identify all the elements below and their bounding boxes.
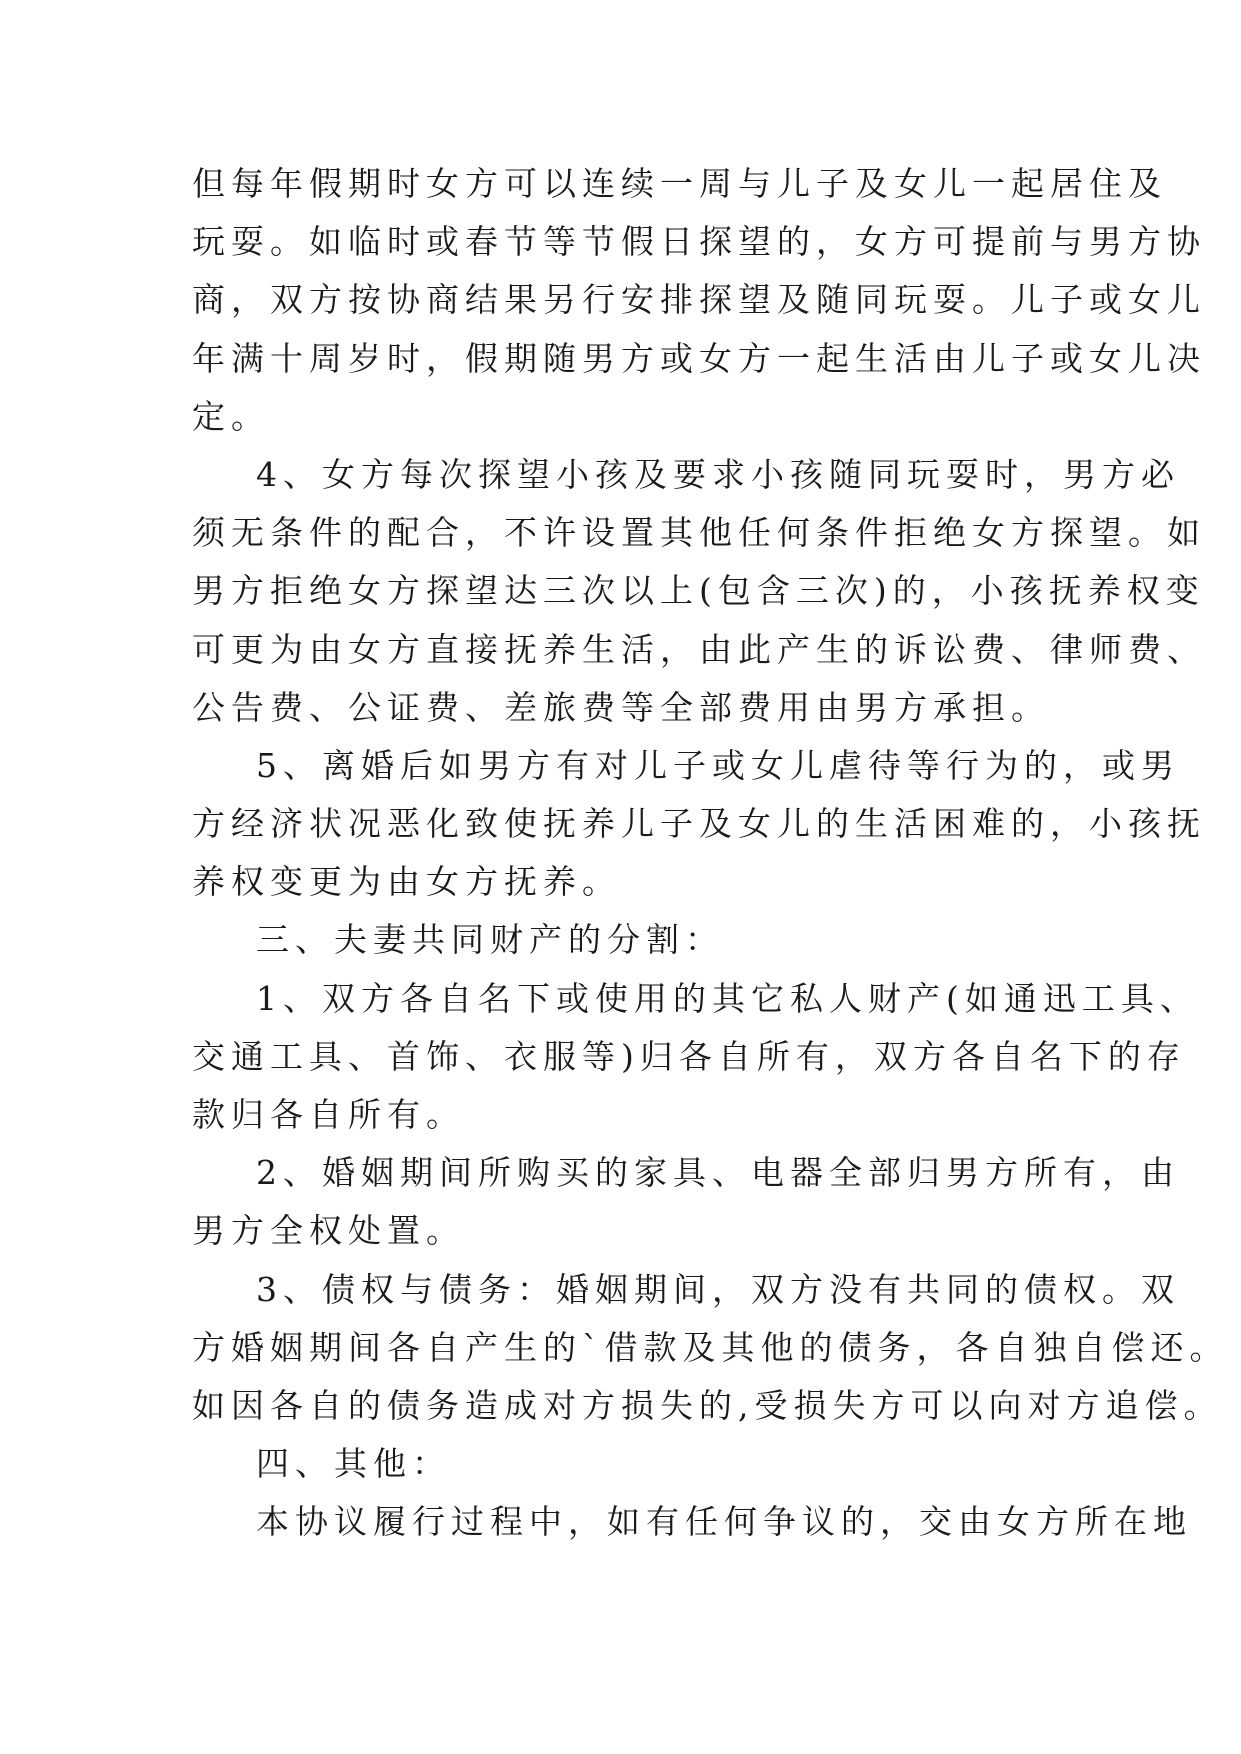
text-line: 但每年假期时女方可以连续一周与儿子及女儿一起居住及	[192, 164, 1167, 203]
text-line: 款归各自所有。	[192, 1095, 465, 1134]
text-line-indented: 3、债权与债务：婚姻期间，双方没有共同的债权。双	[256, 1269, 1180, 1309]
text-line: 如因各自的债务造成对方损失的,受损失方可以向对方追偿。	[192, 1385, 1223, 1425]
text-line: 养权变更为由女方抚养。	[192, 862, 621, 902]
text-line-indented: 1、双方各自名下或使用的其它私人财产(如通迅工具、	[256, 978, 1199, 1018]
text-line-indented: 5、离婚后如男方有对儿子或女儿虐待等行为的，或男	[256, 745, 1180, 785]
text-line: 年满十周岁时，假期随男方或女方一起生活由儿子或女儿决	[192, 338, 1206, 378]
text-line: 交通工具、首饰、衣服等)归各自所有，双方各自名下的存	[192, 1036, 1186, 1076]
document-body	[192, 155, 1229, 1552]
text-line: 商，双方按协商结果另行安排探望及随同玩耍。儿子或女儿	[192, 280, 1206, 320]
text-line-indented: 2、婚姻期间所购买的家具、电器全部归男方所有，由	[256, 1153, 1180, 1193]
text-line: 玩耍。如临时或春节等节假日探望的，女方可提前与男方协	[192, 222, 1206, 262]
text-line: 方婚姻期间各自产生的`借款及其他的债务，各自独自偿还。	[192, 1327, 1229, 1367]
text-line: 男方拒绝女方探望达三次以上(包含三次)的，小孩抚养权变	[192, 571, 1205, 611]
text-line: 可更为由女方直接抚养生活，由此产生的诉讼费、律师费、	[192, 629, 1206, 669]
text-line: 定。	[192, 396, 270, 436]
section-heading: 三、夫妻共同财产的分割：	[256, 920, 724, 960]
text-line: 须无条件的配合，不许设置其他任何条件拒绝女方探望。如	[192, 513, 1206, 553]
text-line-indented: 本协议履行过程中，如有任何争议的，交由女方所在地	[256, 1502, 1192, 1542]
text-line: 方经济状况恶化致使抚养儿子及女儿的生活困难的，小孩抚	[192, 804, 1206, 844]
section-heading: 四、其他：	[256, 1444, 451, 1484]
text-line: 男方全权处置。	[192, 1211, 465, 1251]
text-line: 公告费、公证费、差旅费等全部费用由男方承担。	[192, 687, 1050, 727]
text-line-indented: 4、女方每次探望小孩及要求小孩随同玩耍时，男方必	[256, 454, 1180, 494]
